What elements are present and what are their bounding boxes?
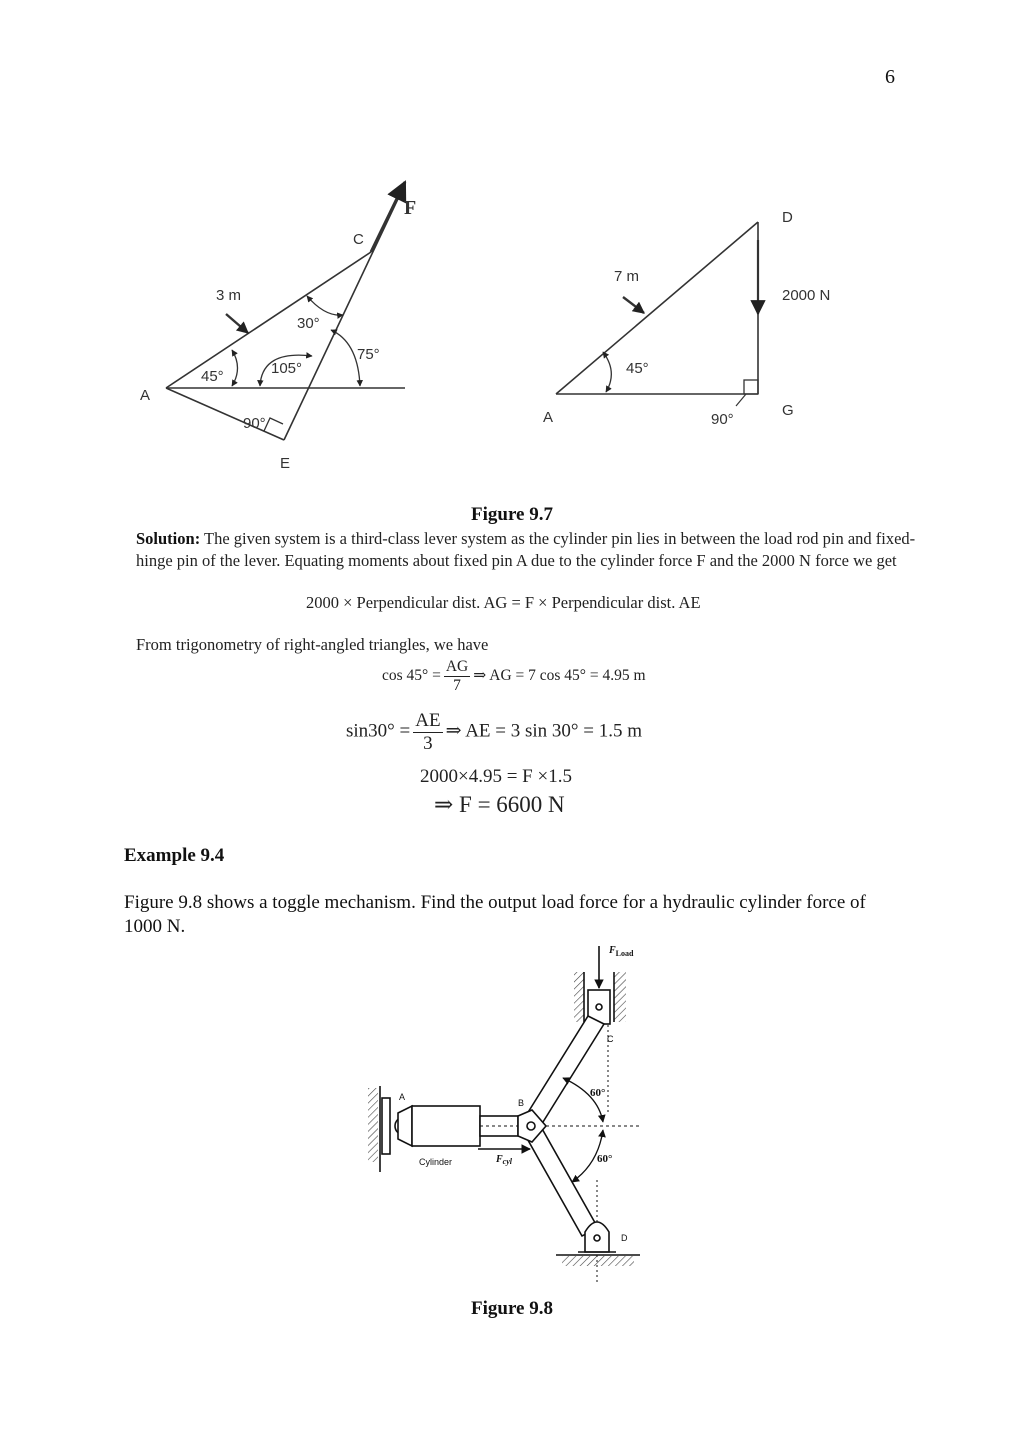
cos-numerator: AG (445, 658, 469, 675)
angle-label-30: 30° (297, 315, 320, 332)
load-label: $F_{Load}$ (609, 945, 634, 958)
cos-rhs: ⇒ AG = 7 cos 45° = 4.95 m (473, 666, 646, 684)
angle-label-45: 45° (201, 368, 224, 385)
force-label-f: F (404, 197, 417, 219)
point-label-e: E (280, 455, 291, 472)
page-number: 6 (885, 66, 895, 88)
length-label-7m: 7 m (614, 268, 640, 285)
angle-label-90-right: 90° (711, 411, 734, 428)
point-label-c: C (353, 231, 364, 248)
fcyl-label: $F_{cyl}$ (496, 1154, 512, 1166)
length-label-3m: 3 m (216, 287, 242, 304)
angle-label-75: 75° (357, 346, 380, 363)
figure-9-8-caption: Figure 9.8 (471, 1298, 553, 1319)
sin-lhs: sin30° = (346, 720, 411, 742)
equation-balance: 2000×4.95 = F ×1.5 (420, 766, 572, 787)
solution-text: The given system is a third-class lever system as the cylinder pin lies in between the load rod pin and fixed-hinge pin of the lever. Equating moments about fixed pin A due to the cylinder force F and the 2000 N force we get (136, 529, 916, 570)
point-label-d: D (782, 209, 793, 226)
angle-label-45-right: 45° (626, 360, 649, 377)
equation-result: ⇒ F = 6600 N (434, 792, 565, 817)
angle-label-105: 105° (271, 360, 303, 377)
sin-denominator: 3 (423, 732, 433, 754)
fig98-cylinder-label: Cylinder (419, 1157, 453, 1167)
moment-equation: 2000 × Perpendicular dist. AG = F × Perpendicular dist. AE (306, 593, 701, 612)
fig98-angle-bottom: 60° (597, 1153, 613, 1165)
fig98-point-a: A (399, 1092, 406, 1102)
example-title: Example 9.4 (124, 845, 225, 866)
sin-rhs: ⇒ AE = 3 sin 30° = 1.5 m (445, 720, 643, 742)
point-label-a-right: A (543, 409, 554, 426)
fig98-point-b: B (518, 1098, 525, 1108)
figure-9-7-caption: Figure 9.7 (471, 504, 553, 525)
solution-heading: Solution: (136, 529, 201, 548)
point-label-g: G (782, 402, 794, 419)
load-label-2000n: 2000 N (782, 287, 831, 304)
trig-intro: From trigonometry of right-angled triangles, we have (136, 635, 489, 654)
point-label-a: A (140, 387, 151, 404)
cos-denominator: 7 (453, 676, 461, 694)
cos-lhs: cos 45° = (382, 666, 441, 684)
pivot-d (556, 1222, 640, 1266)
fig98-point-d: D (621, 1233, 628, 1243)
example-text: Figure 9.8 shows a toggle mechanism. Find the output load force for a hydraulic cylinder force of 1000 N. (124, 892, 866, 937)
fig98-point-c: C (607, 1034, 614, 1044)
sin-numerator: AE (415, 710, 441, 731)
fig98-angle-top: 60° (590, 1087, 606, 1099)
angle-label-90: 90° (243, 415, 266, 432)
